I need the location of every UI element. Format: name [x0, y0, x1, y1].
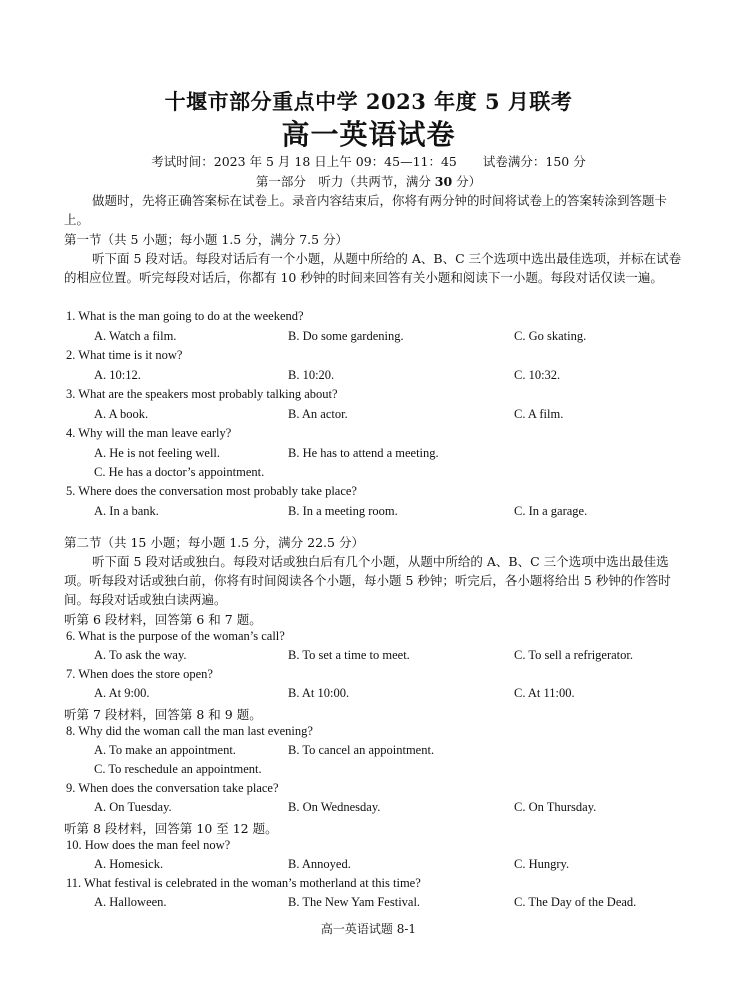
exam-title-line2: 高一英语试卷 — [281, 118, 456, 151]
question-5-stem: 5. Where does the conversation most probably take place? — [66, 484, 357, 498]
material-6-note: 听第 6 段材料，回答第 6 和 7 题。 — [64, 612, 262, 627]
question-10-option-a[interactable]: A. Homesick. — [94, 857, 164, 871]
question-5-option-a[interactable]: A. In a bank. — [94, 504, 159, 518]
question-7-option-b[interactable]: B. At 10:00. — [288, 686, 350, 700]
question-4-stem: 4. Why will the man leave early? — [66, 426, 232, 440]
question-3-option-a[interactable]: A. A book. — [94, 407, 149, 421]
part1-instruction: 做题时，先将正确答案标在试卷上。录音内容结束后，你将有两分钟的时间将试卷上的答案转涂到答题卡上。 — [64, 193, 668, 227]
part1-heading: 第一部分 听力（共两节，满分 30 分） — [255, 174, 482, 189]
question-4-option-a[interactable]: A. He is not feeling well. — [94, 446, 221, 460]
question-9-option-a[interactable]: A. On Tuesday. — [94, 800, 172, 814]
section2-heading: 第二节（共 15 小题；每小题 1.5 分，满分 22.5 分） — [64, 535, 364, 550]
exam-title-line1: 十堰市部分重点中学 2023 年度 5 月联考 — [164, 89, 573, 114]
question-2-option-c[interactable]: C. 10:32. — [514, 368, 561, 382]
section1-heading: 第一节（共 5 小题；每小题 1.5 分，满分 7.5 分） — [64, 232, 349, 247]
question-8-stem: 8. Why did the woman call the man last evening? — [66, 724, 313, 738]
question-10-option-c[interactable]: C. Hungry. — [514, 857, 570, 871]
question-11-option-c[interactable]: C. The Day of the Dead. — [514, 895, 637, 909]
question-1-option-b[interactable]: B. Do some gardening. — [288, 329, 404, 343]
page-footer: 高一英语试题 8-1 — [320, 922, 417, 936]
question-3-option-c[interactable]: C. A film. — [514, 407, 564, 421]
question-3-stem: 3. What are the speakers most probably talking about? — [66, 387, 338, 401]
question-3-option-b[interactable]: B. An actor. — [288, 407, 348, 421]
material-7-note: 听第 7 段材料，回答第 8 和 9 题。 — [64, 707, 262, 722]
question-7-stem: 7. When does the store open? — [66, 667, 213, 681]
question-2-stem: 2. What time is it now? — [66, 348, 183, 362]
question-2-option-b[interactable]: B. 10:20. — [288, 368, 335, 382]
question-11-stem: 11. What festival is celebrated in the woman’s motherland at this time? — [66, 876, 421, 890]
question-4-option-b[interactable]: B. He has to attend a meeting. — [288, 446, 439, 460]
question-9-stem: 9. When does the conversation take place? — [66, 781, 279, 795]
question-4-option-c[interactable]: C. He has a doctor’s appointment. — [94, 465, 265, 479]
question-1-option-a[interactable]: A. Watch a film. — [94, 329, 177, 343]
question-8-option-b[interactable]: B. To cancel an appointment. — [288, 743, 435, 757]
exam-time: 考试时间：2023 年 5 月 18 日上午 09：45—11：45 — [151, 154, 457, 169]
question-6-option-c[interactable]: C. To sell a refrigerator. — [514, 648, 633, 662]
question-2-option-a[interactable]: A. 10:12. — [94, 368, 141, 382]
question-9-option-b[interactable]: B. On Wednesday. — [288, 800, 381, 814]
question-8-option-c[interactable]: C. To reschedule an appointment. — [94, 762, 262, 776]
question-11-option-b[interactable]: B. The New Yam Festival. — [288, 895, 421, 909]
question-8-option-a[interactable]: A. To make an appointment. — [94, 743, 236, 757]
question-5-option-c[interactable]: C. In a garage. — [514, 504, 588, 518]
question-10-option-b[interactable]: B. Annoyed. — [288, 857, 351, 871]
section2-instruction: 听下面 5 段对话或独白。每段对话或独白后有几个小题，从题中所给的 A、B、C 三个选项中选出最佳选项。听每段对话或独白前，你将有时间阅读各个小题，每小题 5 秒钟；听完后，各小题将给出 5 秒钟的作答时间。每段对话或独白读两遍。 — [64, 554, 671, 607]
question-5-option-b[interactable]: B. In a meeting room. — [288, 504, 398, 518]
question-1-option-c[interactable]: C. Go skating. — [514, 329, 587, 343]
question-9-option-c[interactable]: C. On Thursday. — [514, 800, 597, 814]
exam-info-line — [0, 152, 737, 170]
question-10-stem: 10. How does the man feel now? — [66, 838, 231, 852]
question-6-option-b[interactable]: B. To set a time to meet. — [288, 648, 410, 662]
question-7-option-c[interactable]: C. At 11:00. — [514, 686, 575, 700]
part1-score: 30 — [434, 174, 453, 189]
question-7-option-a[interactable]: A. At 9:00. — [94, 686, 150, 700]
full-score: 试卷满分：150 分 — [482, 154, 586, 169]
question-6-option-a[interactable]: A. To ask the way. — [94, 648, 187, 662]
material-8-note: 听第 8 段材料，回答第 10 至 12 题。 — [64, 821, 278, 836]
question-6-stem: 6. What is the purpose of the woman’s call? — [66, 629, 285, 643]
question-1-stem: 1. What is the man going to do at the weekend? — [66, 309, 304, 323]
section1-instruction: 听下面 5 段对话。每段对话后有一个小题，从题中所给的 A、B、C 三个选项中选出最佳选项，并标在试卷的相应位置。听完每段对话后，你都有 10 秒钟的时间来回答有关小题和阅读下一小题。每段对话仅读一遍。 — [64, 251, 682, 285]
question-11-option-a[interactable]: A. Halloween. — [94, 895, 167, 909]
